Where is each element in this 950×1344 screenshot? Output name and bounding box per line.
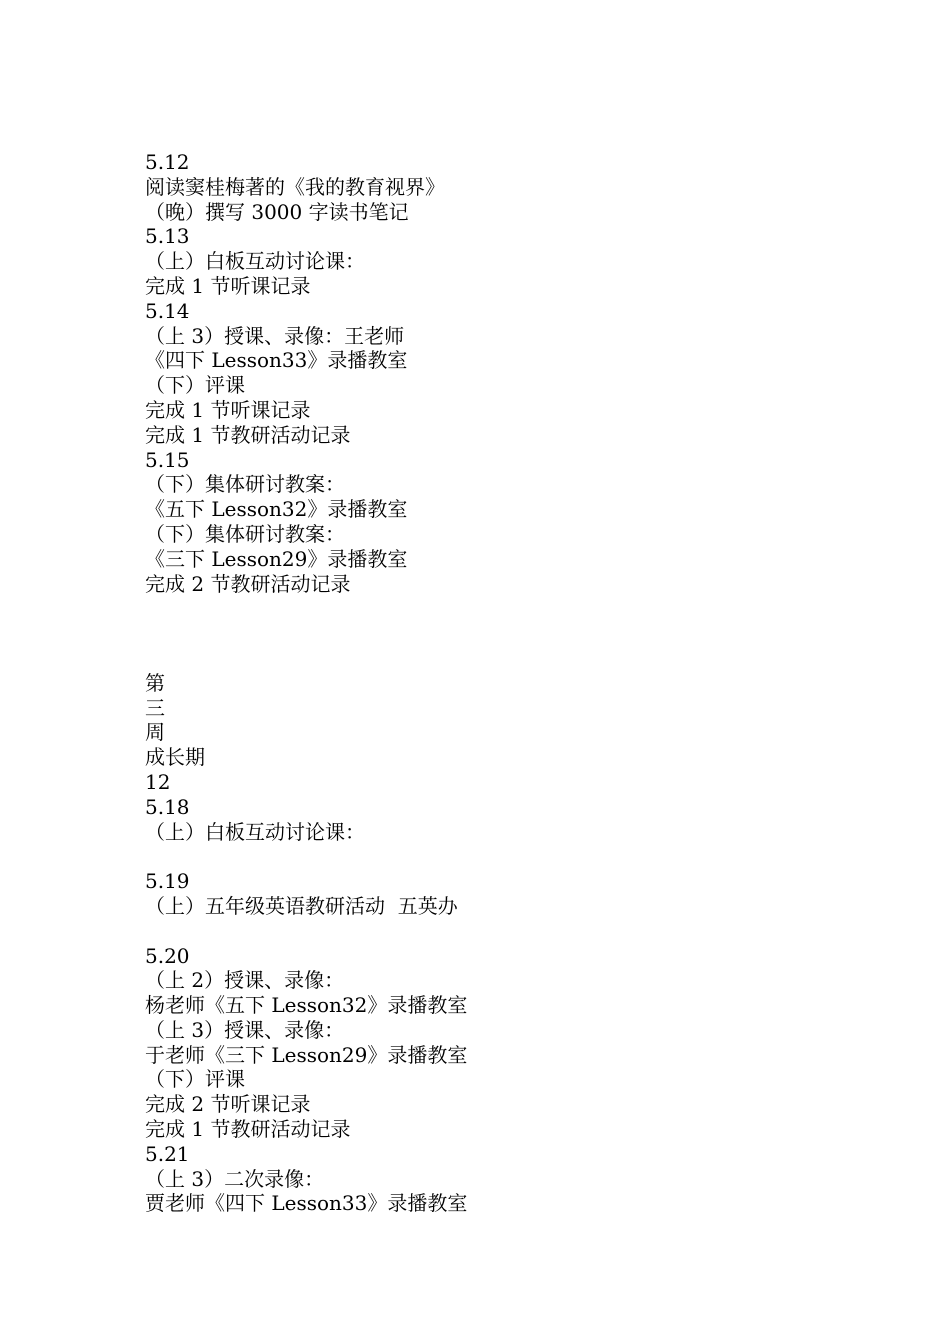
text-line: 5.18 xyxy=(145,794,190,819)
text-line: 5.15 xyxy=(145,447,190,472)
text-line: 完成 2 节听课记录 xyxy=(145,1092,311,1117)
text-line: 5.19 xyxy=(145,869,190,894)
text-line: 第 xyxy=(145,670,165,695)
text-line: （上 2）授课、录像： xyxy=(145,968,345,993)
text-line: （上 3）授课、录像：王老师 xyxy=(145,323,405,348)
text-line: 成长期 xyxy=(145,745,205,770)
text-line: （下）评课 xyxy=(145,373,245,398)
text-line: 《四下 Lesson33》录播教室 xyxy=(145,348,408,373)
text-line: 完成 1 节听课记录 xyxy=(145,397,311,422)
document-text xyxy=(145,150,467,1216)
blank-line xyxy=(145,844,467,869)
text-line: （上）五年级英语教研活动 五英办 xyxy=(145,893,458,918)
text-line: （下）评课 xyxy=(145,1067,245,1092)
text-line: 于老师《三下 Lesson29》录播教室 xyxy=(145,1042,468,1067)
blank-line xyxy=(145,646,467,671)
text-line: 周 xyxy=(145,720,165,745)
text-line: 完成 1 节听课记录 xyxy=(145,273,311,298)
text-line: （上）白板互动讨论课： xyxy=(145,249,365,274)
text-line: 12 xyxy=(145,769,171,794)
text-line: 《五下 Lesson32》录播教室 xyxy=(145,497,408,522)
text-line: 5.13 xyxy=(145,224,190,249)
text-line: 杨老师《五下 Lesson32》录播教室 xyxy=(145,993,468,1018)
blank-line xyxy=(145,596,467,621)
text-line: 完成 2 节教研活动记录 xyxy=(145,571,351,596)
text-line: （下）集体研讨教案： xyxy=(145,472,345,497)
text-line: 贾老师《四下 Lesson33》录播教室 xyxy=(145,1191,468,1216)
text-line: 5.21 xyxy=(145,1141,190,1166)
text-line: 5.12 xyxy=(145,150,190,174)
text-line: 三 xyxy=(145,695,165,720)
text-line: （上）白板互动讨论课： xyxy=(145,819,365,844)
text-line: 5.20 xyxy=(145,943,190,968)
text-line: 完成 1 节教研活动记录 xyxy=(145,1117,351,1142)
text-line: 5.14 xyxy=(145,298,190,323)
text-line: （晚）撰写 3000 字读书笔记 xyxy=(145,199,409,224)
text-line: （下）集体研讨教案： xyxy=(145,521,345,546)
text-line: 完成 1 节教研活动记录 xyxy=(145,422,351,447)
text-line: 《三下 Lesson29》录播教室 xyxy=(145,546,408,571)
text-line: （上 3）二次录像： xyxy=(145,1166,325,1191)
text-line: 阅读窦桂梅著的《我的教育视界》 xyxy=(145,174,445,199)
blank-line xyxy=(145,919,467,944)
text-line: （上 3）授课、录像： xyxy=(145,1017,345,1042)
blank-line xyxy=(145,621,467,646)
